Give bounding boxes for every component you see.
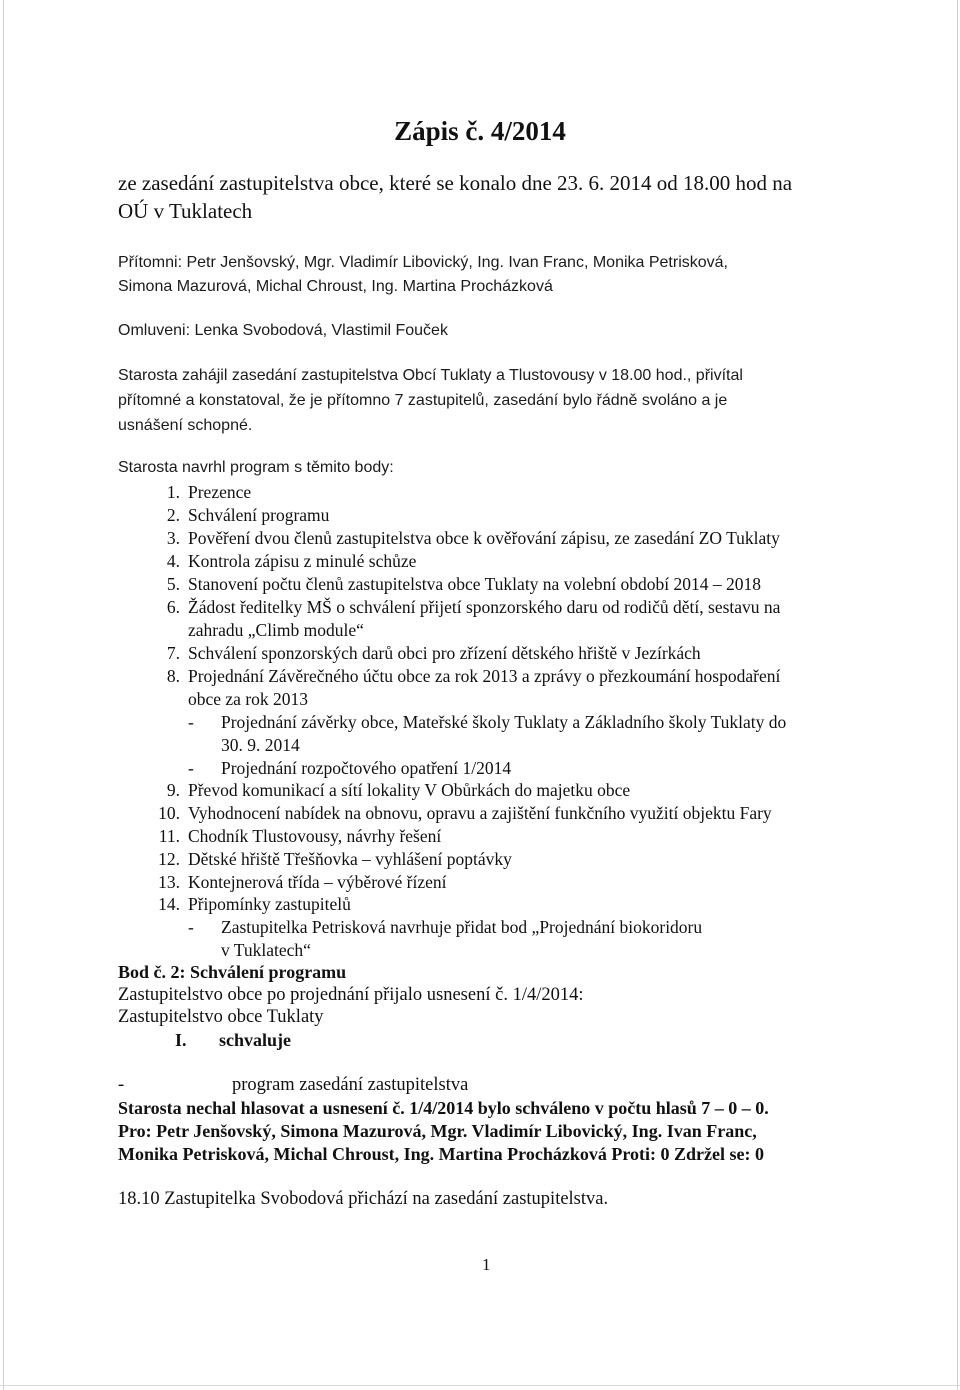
item-text: Stanovení počtu členů zastupitelstva obce Tuklaty na volební období 2014 – 2018: [188, 574, 762, 594]
present-label: Přítomni:: [118, 254, 183, 271]
item-text: Vyhodnocení nabídek na obnovu, opravu a zajištění funkčního využití objektu Fary: [188, 803, 772, 823]
program-subitem-14a: [188, 917, 702, 938]
arrival-note: 18.10 Zastupitelka Svobodová přichází na zasedání zastupitelstva.: [118, 1189, 609, 1209]
item-number: 10.: [158, 803, 180, 823]
item-text: Schválení sponzorských darů obci pro zřízení dětského hřiště v Jezírkách: [188, 643, 701, 663]
program-item-12: [118, 849, 512, 870]
program-item-8-cont: obce za rok 2013: [188, 689, 309, 709]
program-item-13: [118, 872, 447, 893]
intro-line-2: OÚ v Tuklatech: [118, 199, 253, 223]
program-item-8: [118, 666, 780, 687]
item-number: 9.: [166, 780, 180, 800]
item-number: 2.: [166, 505, 180, 525]
program-item-9: [118, 780, 630, 801]
opening-line-3: usnášení schopné.: [118, 417, 253, 434]
page-edge-bottom: [0, 1385, 960, 1386]
bod2-item-dash: -: [118, 1075, 125, 1095]
sub-dash: -: [188, 712, 194, 732]
item-text: Připomínky zastupitelů: [188, 894, 351, 914]
item-text: Chodník Tlustovousy, návrhy řešení: [188, 826, 442, 846]
item-text: Dětské hřiště Třešňovka – vyhlášení poptávky: [188, 849, 512, 869]
present-names-1: Petr Jenšovský, Mgr. Vladimír Libovický, Ing. Ivan Franc, Monika Petrisková,: [186, 254, 728, 271]
document-title: Zápis č. 4/2014: [394, 116, 566, 146]
sub-text: Projednání rozpočtového opatření 1/2014: [221, 758, 512, 778]
program-item-6: [118, 597, 780, 618]
item-text: Schválení programu: [188, 505, 330, 525]
sub-text: Projednání závěrky obce, Mateřské školy Tuklaty a Základního školy Tuklaty do: [221, 712, 787, 732]
item-number: 6.: [166, 597, 180, 617]
sub-dash: -: [188, 917, 194, 937]
present-line-2: Simona Mazurová, Michal Chroust, Ing. Martina Procházková: [118, 278, 553, 295]
item-text: Projednání Závěrečného účtu obce za rok 2013 a zprávy o přezkoumání hospodaření: [188, 666, 781, 686]
bod2-body: Zastupitelstvo obce Tuklaty: [118, 1007, 324, 1027]
program-item-7: [118, 643, 701, 664]
bod2-section: [175, 1030, 291, 1051]
item-text: Prezence: [188, 482, 252, 502]
program-item-1: [118, 482, 251, 503]
page-edge-left: [3, 0, 4, 1390]
vote-line-3: Monika Petrisková, Michal Chroust, Ing. Martina Procházková Proti: 0 Zdržel se: 0: [118, 1144, 764, 1164]
excused-line: [118, 322, 448, 340]
section-label: schvaluje: [219, 1030, 292, 1050]
item-text: Převod komunikací a sítí lokality V Obůrkách do majetku obce: [188, 780, 631, 800]
excused-label: Omluveni:: [118, 322, 191, 339]
sub-text: Zastupitelka Petrisková navrhuje přidat bod „Projednání biokoridoru: [221, 917, 703, 937]
excused-names: Lenka Svobodová, Vlastimil Fouček: [194, 322, 448, 339]
item-number: 8.: [166, 666, 180, 686]
program-item-10: [118, 803, 772, 824]
item-number: 1.: [166, 482, 180, 502]
program-subitem-8a: [188, 712, 786, 733]
program-item-4: [118, 551, 416, 572]
item-text: Kontejnerová třída – výběrové řízení: [188, 872, 447, 892]
opening-line-2: přítomné a konstatoval, že je přítomno 7 zastupitelů, zasedání bylo řádně svoláno a je: [118, 392, 728, 409]
item-text: Žádost ředitelky MŠ o schválení přijetí sponzorského daru od rodičů dětí, sestavu na: [188, 597, 781, 617]
item-number: 12.: [158, 849, 180, 869]
program-item-14: [118, 894, 351, 915]
vote-line-1: Starosta nechal hlasovat a usnesení č. 1/4/2014 bylo schváleno v počtu hlasů 7 – 0 – 0.: [118, 1098, 769, 1118]
section-number: I.: [175, 1030, 187, 1050]
program-item-3: [118, 528, 780, 549]
page-number: 1: [482, 1255, 491, 1274]
opening-line-1: Starosta zahájil zasedání zastupitelstva Obcí Tuklaty a Tlustovousy v 18.00 hod., přivítal: [118, 367, 743, 384]
sub-dash: -: [188, 758, 194, 778]
item-number: 13.: [158, 872, 180, 892]
item-number: 11.: [158, 826, 180, 846]
item-text: Kontrola zápisu z minulé schůze: [188, 551, 417, 571]
vote-line-2: Pro: Petr Jenšovský, Simona Mazurová, Mgr. Vladimír Libovický, Ing. Ivan Franc,: [118, 1121, 757, 1141]
item-number: 5.: [166, 574, 180, 594]
item-number: 4.: [166, 551, 180, 571]
item-number: 7.: [166, 643, 180, 663]
program-item-5: [118, 574, 761, 595]
item-number: 3.: [166, 528, 180, 548]
program-item-11: [118, 826, 441, 847]
item-text: Pověření dvou členů zastupitelstva obce k ověřování zápisu, ze zasedání ZO Tuklaty: [188, 528, 780, 548]
program-subitem-8b: [188, 758, 511, 779]
program-intro: Starosta navrhl program s těmito body:: [118, 459, 394, 476]
present-line-1: [118, 254, 728, 272]
page-edge-right: [957, 0, 958, 1390]
program-subitem-14a-cont: v Tuklatech“: [221, 940, 311, 960]
item-number: 14.: [158, 894, 180, 914]
bod2-item: program zasedání zastupitelstva: [232, 1075, 469, 1095]
bod2-heading: Bod č. 2: Schválení programu: [118, 962, 347, 982]
program-subitem-8a-cont: 30. 9. 2014: [221, 735, 300, 755]
bod2-resolution-intro: Zastupitelstvo obce po projednání přijalo usnesení č. 1/4/2014:: [118, 985, 584, 1005]
intro-line-1: ze zasedání zastupitelstva obce, které se konalo dne 23. 6. 2014 od 18.00 hod na: [118, 171, 793, 195]
program-item-6-cont: zahradu „Climb module“: [188, 620, 364, 640]
program-item-2: [118, 505, 329, 526]
